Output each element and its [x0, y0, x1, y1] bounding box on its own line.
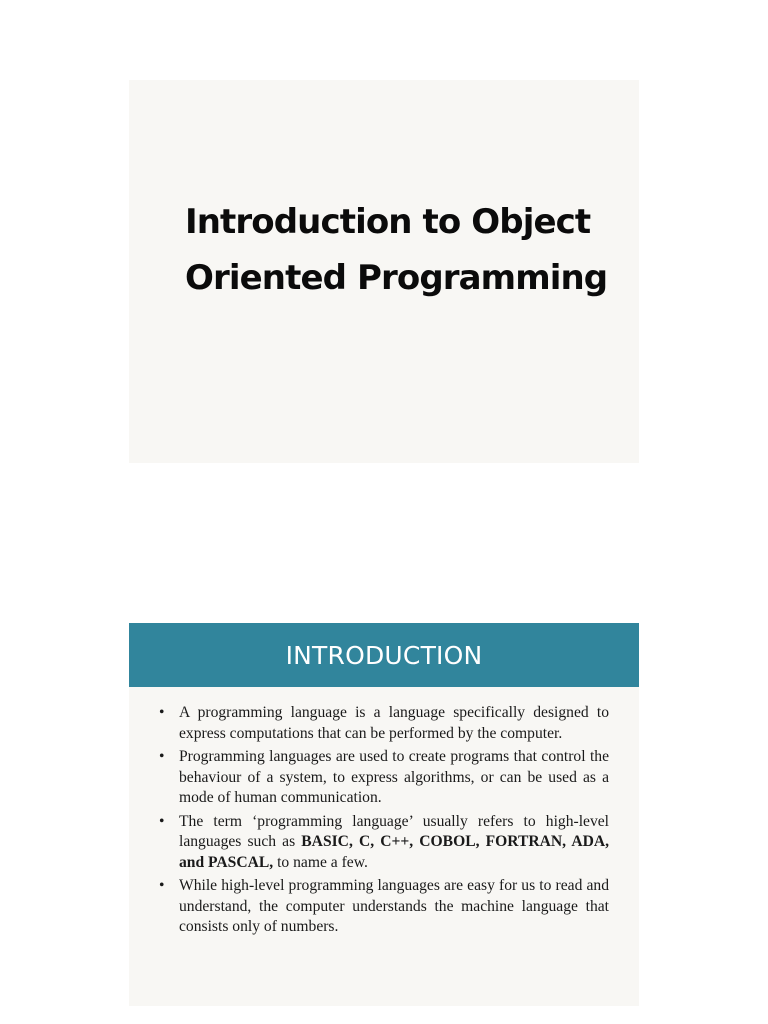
bullet-dot-icon: • [159, 877, 165, 894]
slide-title-line-1: Introduction to Object [185, 202, 591, 242]
bullet-text: The term ‘programming language’ usually refers to high-level languages such as [179, 812, 609, 850]
heading-banner [129, 623, 639, 687]
bullet-text: While high-level programming languages are easy for us to read and understand, the computer understands the machine language that consists only of numbers. [179, 877, 609, 935]
title-slide [129, 80, 639, 463]
bullet-text: A programming language is a language specifically designed to express computations that can be performed by the computer. [179, 704, 609, 742]
bullet-dot-icon: • [159, 812, 165, 830]
slide-title [185, 194, 635, 306]
bullet-dot-icon: • [159, 704, 165, 721]
slide-heading: INTRODUCTION [285, 640, 483, 670]
bullet-text: Programming languages are used to create programs that control the behaviour of a system, to express algorithms, or can be used as a mode of human communication. [179, 748, 609, 806]
bullet-dot-icon: • [159, 748, 165, 765]
bullet-list [157, 703, 609, 941]
introduction-slide [129, 623, 639, 1006]
bullet-text-tail: to name a few. [273, 853, 368, 871]
bullet-item [157, 703, 609, 744]
slide-title-line-2: Oriented Programming [185, 258, 608, 298]
bullet-item [157, 812, 609, 874]
bullet-item [157, 747, 609, 809]
bullet-bold-languages: BASIC, C, C++, COBOL, FORTRAN, ADA, and PASCAL, [179, 833, 610, 871]
bullet-item [157, 876, 609, 938]
